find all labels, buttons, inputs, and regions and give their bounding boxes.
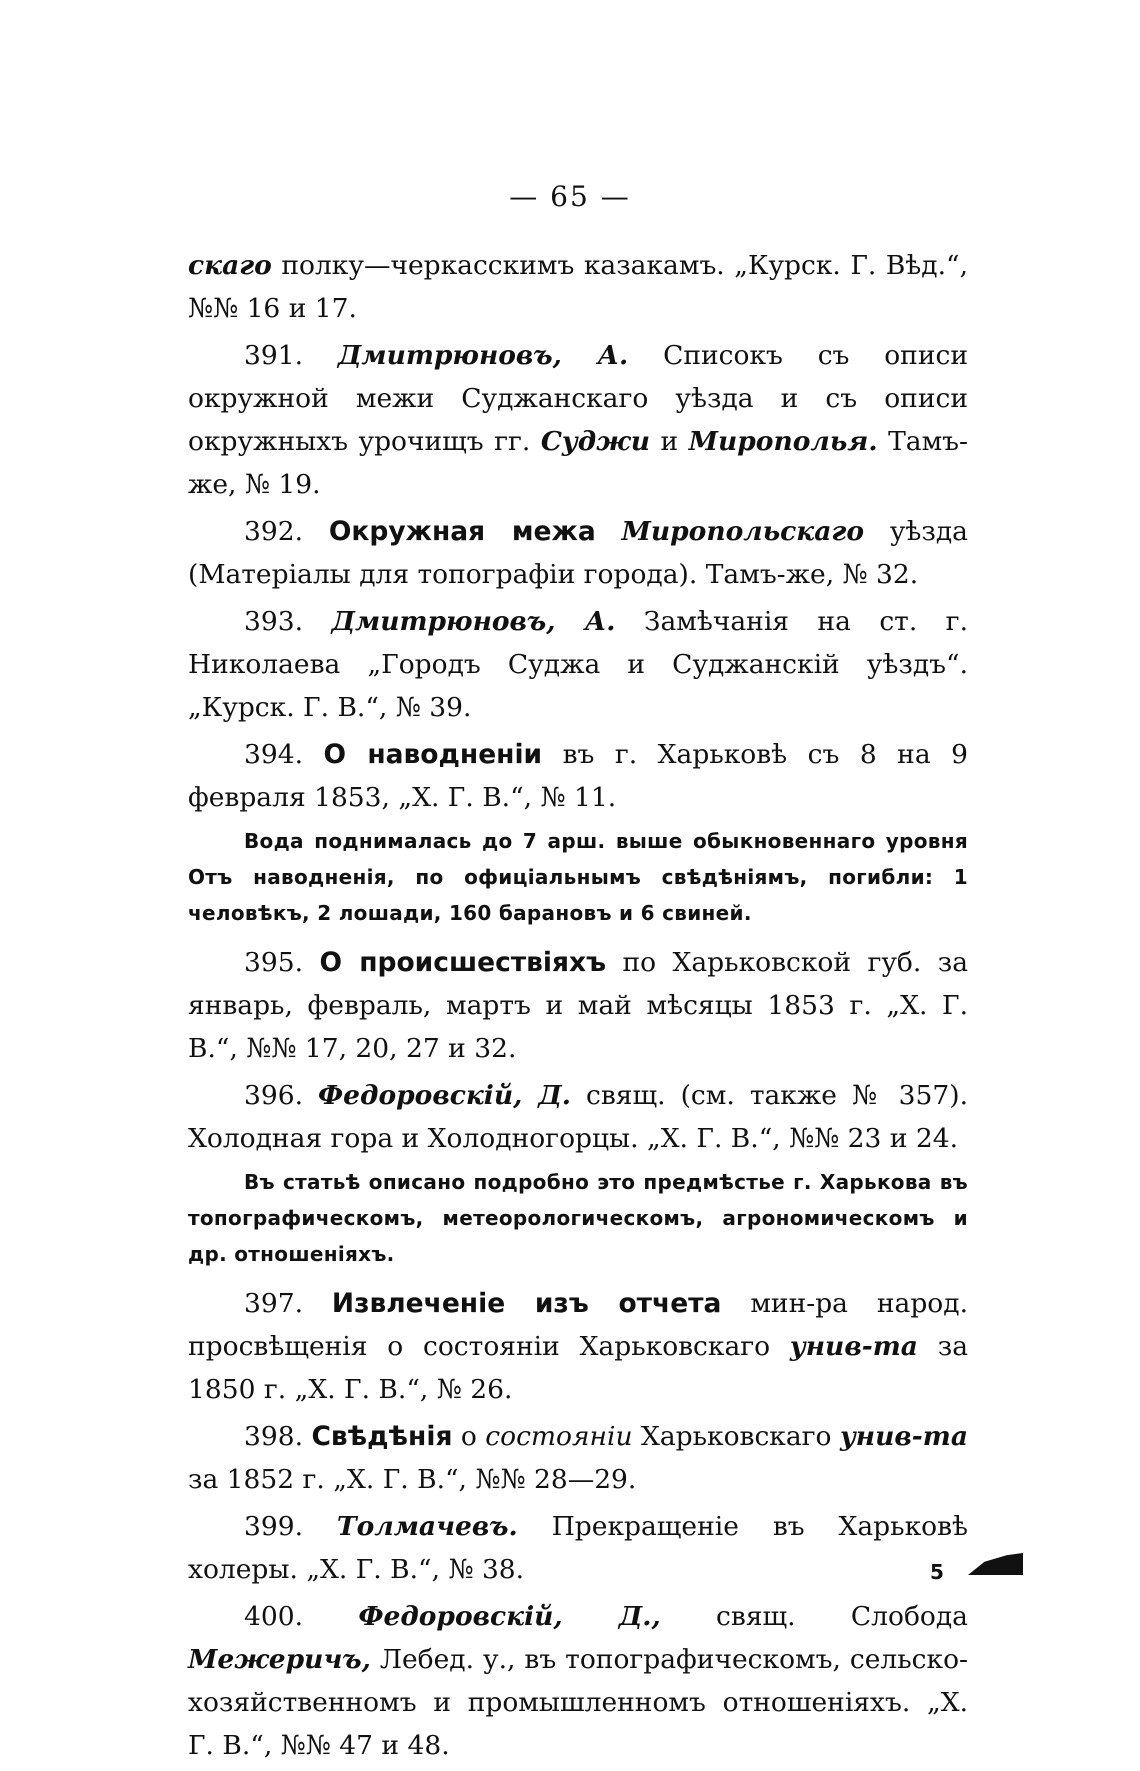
entry-391-text: Тамъ-же, № 19. — [188, 426, 968, 500]
entry-396-note: Въ статьѣ описано подробно это предмѣстье г. Харькова въ топографическомъ, метеорологическомъ, агрономическомъ и др. отношеніяхъ. — [188, 1170, 968, 1266]
entry-395-text: 395. — [244, 947, 320, 978]
entry-396-text: 396. — [244, 1080, 319, 1111]
entry-392-text — [596, 516, 622, 547]
entry-398-text: унив-та — [839, 1421, 968, 1452]
entry-400-text: свящ. Слобода — [660, 1601, 968, 1632]
entry-398-text: за 1852 г. „Х. Г. В.“, №№ 28—29. — [188, 1464, 637, 1495]
entry-392-text: Миропольскаго — [621, 516, 864, 547]
entry-394-text: О наводненіи — [323, 739, 543, 770]
entry-392-text: 392. — [244, 516, 329, 547]
entry-393-text: Замѣчанія на ст. г. Николаева „Городъ Суджа и Суджанскій уѣздъ“. „Курск. Г. В.“, № 39. — [188, 606, 968, 723]
page-number: — 65 — — [509, 180, 631, 213]
entry-391-text: Списокъ съ описи окружной межи Суджанскаго уѣзда и съ описи окружныхъ урочищъ гг. — [188, 340, 968, 457]
entry-391-text: и — [650, 426, 689, 457]
entry-392-text: уѣзда (Матеріалы для топографіи города). Тамъ-же, № 32. — [188, 516, 968, 590]
entry-cont — [188, 244, 968, 330]
entry-398-text: Свѣдѣнія — [311, 1421, 453, 1452]
entry-392 — [188, 510, 968, 596]
page-body — [188, 244, 968, 1771]
entry-399-text: Прекращеніе въ Харьковѣ холеры. „Х. Г. В.“, № 38. — [188, 1511, 968, 1585]
entry-391-text: 391. — [244, 340, 338, 371]
entry-cont-text: полку—черкасскимъ казакамъ. „Курск. Г. Вѣд.“, №№ 16 и 17. — [188, 250, 968, 324]
entry-393-text: Дмитрюновъ, А. — [331, 606, 616, 637]
entry-398-text: состояніи — [485, 1421, 633, 1452]
entry-393-text: 393. — [244, 606, 332, 637]
entry-395 — [188, 941, 968, 1070]
entry-392-text: Окружная межа — [328, 516, 596, 547]
entry-391 — [188, 334, 968, 506]
entry-400-text: 400. — [244, 1601, 359, 1632]
entry-394-text: 394. — [244, 739, 324, 770]
entry-397-text: Извлеченіе изъ отчета — [331, 1288, 722, 1319]
entry-391-text: Суджи — [540, 426, 651, 457]
entry-391-text: Дмитрюновъ, А. — [337, 340, 629, 371]
entry-396-text: Федоровскій, Д. — [318, 1080, 571, 1111]
entry-399 — [188, 1505, 968, 1591]
entry-397 — [188, 1282, 968, 1411]
entry-399-text: 399. — [244, 1511, 337, 1542]
entry-393 — [188, 600, 968, 729]
entry-cont-text: скаго — [188, 250, 272, 281]
entry-391-text: Мирополья. — [688, 426, 878, 457]
entry-398-text: 398. — [244, 1421, 312, 1452]
entry-397-text: мин-ра народ. просвѣщенія о состояніи Харьковскаго — [188, 1288, 968, 1362]
entry-400-text: Межеричъ, — [188, 1644, 371, 1675]
ink-blot — [968, 1553, 1023, 1575]
entry-400-text: Федоровскій, Д., — [358, 1601, 661, 1632]
entry-394-note: Вода поднималась до 7 арш. выше обыкновеннаго уровня Отъ наводненія, по офиціальнымъ свѣдѣніямъ, погибли: 1 человѣкъ, 2 лошади, 160 барановъ и 6 свиней. — [188, 829, 968, 925]
entry-399-text: Толмачевъ. — [336, 1511, 518, 1542]
entry-394 — [188, 733, 968, 819]
entry-398-text: о — [452, 1421, 486, 1452]
entry-395-text: О происшествіяхъ — [319, 947, 607, 978]
entry-400-text: Лебед. у., въ топографическомъ, сельско-хозяйственномъ и промышленномъ отношеніяхъ. „Х. Г. В.“, №№ 47 и 48. — [188, 1644, 968, 1761]
signature-mark: 5 — [930, 1560, 944, 1584]
entry-396 — [188, 1074, 968, 1160]
entry-394-text: въ г. Харьковѣ съ 8 на 9 февраля 1853, „Х. Г. В.“, № 11. — [188, 739, 968, 813]
entry-397-text: за 1850 г. „Х. Г. В.“, № 26. — [188, 1331, 968, 1405]
entry-398-text: Харьковскаго — [632, 1421, 840, 1452]
entry-397-text: унив-та — [789, 1331, 918, 1362]
entry-400 — [188, 1595, 968, 1767]
entry-397-text: 397. — [244, 1288, 332, 1319]
entry-396-text: свящ. (см. также № 357). Холодная гора и Холодногорцы. „Х. Г. В.“, №№ 23 и 24. — [188, 1080, 968, 1154]
entry-398 — [188, 1415, 968, 1501]
entry-395-text: по Харьковской губ. за январь, февраль, мартъ и май мѣсяцы 1853 г. „Х. Г. В.“, №№ 17, 20, 27 и 32. — [188, 947, 968, 1064]
